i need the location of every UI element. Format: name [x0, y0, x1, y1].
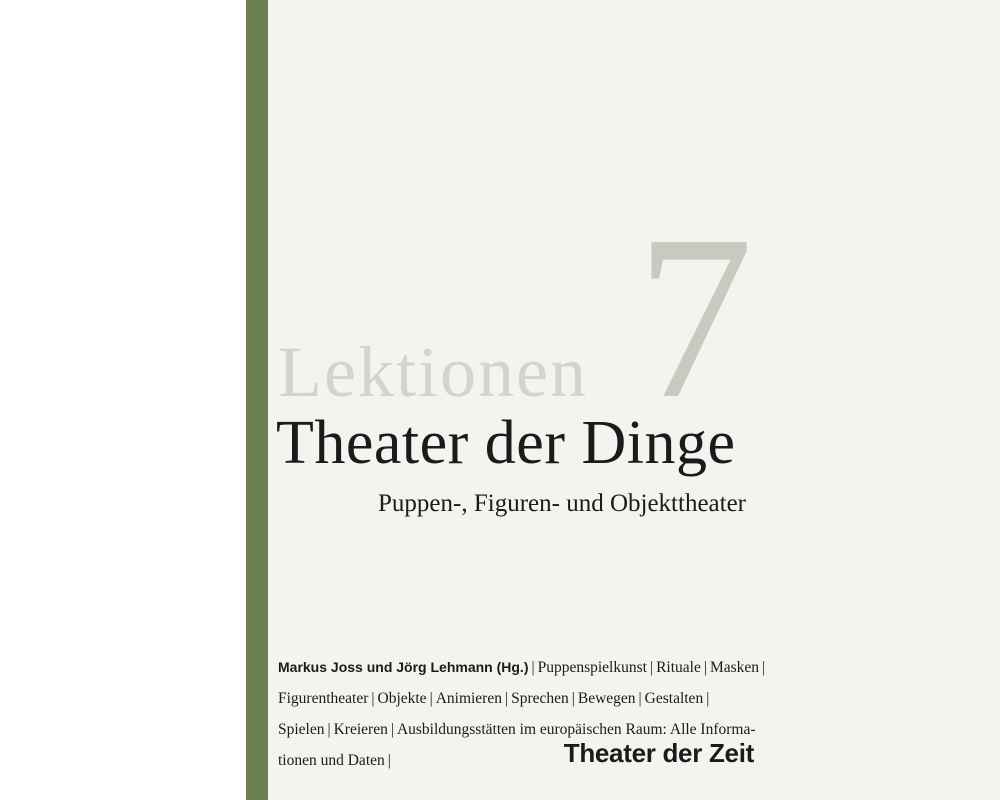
credits-line: [278, 683, 754, 714]
keyword-separator: |: [371, 690, 375, 707]
keyword-item: Gestalten: [644, 690, 704, 707]
keyword-item: Masken: [709, 659, 760, 676]
keyword-separator: |: [387, 752, 391, 769]
keyword-item: Bewegen: [577, 690, 636, 707]
keyword-item: Animieren: [435, 690, 502, 707]
keyword-separator: |: [531, 659, 535, 676]
keyword-separator: |: [390, 721, 394, 738]
keyword-item: tionen und Daten: [278, 752, 385, 769]
page-title: Theater der Dinge: [276, 409, 736, 477]
keyword-item: Kreieren: [333, 721, 388, 738]
keyword-separator: |: [327, 721, 331, 738]
keyword-item: Spielen: [278, 721, 325, 738]
keyword-separator: |: [706, 690, 710, 707]
spine-gutter: [268, 0, 278, 800]
cover-subtitle: Puppen-, Figuren- und Objekttheater: [378, 490, 746, 517]
keyword-separator: |: [638, 690, 642, 707]
keyword-separator: |: [649, 659, 654, 676]
keyword-separator: |: [703, 659, 707, 676]
series-number: 7: [636, 187, 750, 447]
keyword-separator: |: [429, 690, 433, 707]
keyword-item: Rituale: [656, 659, 701, 676]
keyword-item: Sprechen: [511, 690, 569, 707]
keyword-item: Objekte: [377, 690, 427, 707]
editors-label: Markus Joss und Jörg Lehmann (Hg.): [278, 659, 529, 675]
keyword-separator: |: [504, 690, 509, 707]
keyword-item: Puppenspielkunst: [537, 659, 647, 676]
series-word: Lektionen: [278, 332, 588, 412]
spine-stripe: [246, 0, 268, 800]
keyword-separator: |: [571, 690, 575, 707]
credits-line: [278, 652, 766, 683]
keyword-separator: |: [762, 659, 766, 676]
keyword-item: Ausbildungsstätten im europäischen Raum: Alle Informa-: [396, 721, 756, 738]
publisher-logo: Theater der Zeit: [563, 738, 754, 768]
keyword-item: Figurentheater: [278, 690, 369, 707]
